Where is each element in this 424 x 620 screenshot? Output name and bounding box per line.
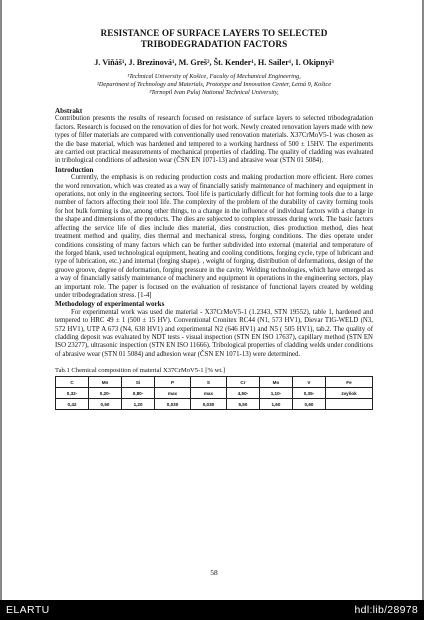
table-cell: 1,20: [122, 399, 155, 410]
table-cell: 0,50: [89, 399, 122, 410]
table-caption: Tab.1 Chemical composition of material X37CrMoV5-1 [% wt.]: [55, 367, 226, 375]
table-header-cell: Mn: [89, 377, 122, 388]
table-cell: 0,35-: [292, 388, 325, 399]
page-number: 58: [210, 568, 218, 577]
methodology-heading: Methodology of experimental works: [55, 300, 165, 309]
introduction-heading: Introduction: [55, 165, 94, 174]
table-header-cell: V: [292, 377, 325, 388]
table-cell: 0,80-: [122, 388, 155, 399]
affiliations: [55, 73, 373, 97]
affiliation-1: ¹Technical University of Košice, Faculty of Mechanical Engineering,: [127, 73, 301, 80]
introduction-text: Currently, the emphasis is on reducing production costs and making production more efficient. Here comes the word renovation, which was created as a way of financially satisfy maintenance of machinery and equipment in operations, not only in the engineering sectors. Tool life is particularly difficult for hot forming tools due to a large number of factors affecting their tool life. The complexity of the problem of the durability of cavity forming tools for hot bulk forming is due, among other things, to a change in the influence of individual factors with a change in the shape and dimensions of the products. The dies are subjected to complex stresses during work. The basic factors affecting the service life of dies include dies material, dies construction, dies production method, dies heat treatment method and quality, dies thermal and mechanical stress, forging conditions. The dies operate under conditions consisting of many factors which can be further subdivided into external (material and temperature of the forged blank, used technological equipment, heating and cooling conditions, forging cycle, type of lubricant and type of lubrication, etc.) and internal (forging shape). , weight of forging, distribution of deformations, design of the groove groove, degree of deformation, forging pressure in the cavity. Welding technologies, which have emerged as a way of financially satisfy maintenance of machinery and equipment in operations in the engineering sectors, play an important role. The paper is focused on the evaluation of resistance of functional layers created by welding under tribodegradation stress. [1-4]: [55, 174, 373, 299]
table-cell: 0,030: [155, 399, 191, 410]
table-cell: 0,32-: [56, 388, 89, 399]
methodology-text: For experimental work was used die material - X37CrMoV5-1 (1.2343, STN 19552), table 1, hardened and tempered to HRC 49 ± 1 (500 ± 15 HV). Conventional Cronitex RC44 (N1, 573 HV1), Dievar TIG-WELD (N3, 572 HV1), UTP A 673 (N4, 638 HV1) and experimental N2 (646 HV1) and N5 ( 505 HV1), tab.2. The quality of cladding deposit was evaluated by NDT tests - visual inspection (STN EN ISO 17637), capillary method (STN EN ISO 23277), ultrasonic inspection (STN EN ISO 11666). Tribological properties of cladding welds under conditions of abrasive wear (STN 01 5084) and adhesion wear (ČSN EN 1071-13) were determined.: [55, 308, 373, 358]
paper-title: [55, 28, 373, 50]
repository-footer-bar: [0, 600, 424, 620]
table-cell: 0,60: [292, 399, 325, 410]
paper-content: [55, 28, 373, 410]
table-cell: max: [190, 388, 226, 399]
table-cell: 0,42: [56, 399, 89, 410]
table-cell: 5,50: [226, 399, 259, 410]
chemical-composition-table: [55, 376, 373, 410]
table-row: [56, 388, 373, 399]
table-header-cell: Mo: [259, 377, 292, 388]
title-line-2: TRIBODEGRADATION FACTORS: [140, 39, 288, 49]
table-header-cell: Cr: [226, 377, 259, 388]
table-row: [56, 399, 373, 410]
repository-name: ELARTU: [6, 604, 50, 616]
table-header-cell: Fe: [325, 377, 372, 388]
affiliation-3: ³Ternopil Ivan Puluj National Technical University,: [149, 89, 279, 96]
table-cell: 0,030: [190, 399, 226, 410]
table-cell: 1,60: [259, 399, 292, 410]
authors: J. Viňáš¹, J. Brezinová¹, M. Greš², Št. Kender¹, H. Sailer¹, I. Okipnyi³: [94, 58, 334, 67]
table-cell: 1,10-: [259, 388, 292, 399]
affiliation-2: ²Department of Technology and Materials, Prototype and Innovation Center, Letná 9, Košice: [96, 81, 332, 88]
handle-identifier: hdl:lib/28978: [354, 604, 418, 616]
table-header-cell: C: [56, 377, 89, 388]
table-header-cell: P: [155, 377, 191, 388]
table-header-row: [56, 377, 373, 388]
table-cell: max: [155, 388, 191, 399]
table-header-cell: S: [190, 377, 226, 388]
abstract-text: Contribution presents the results of research focused on resistance of surface layers to selected tribodegradation factors. Research is focused on the renovation of dies for hot work. Newly created renovation layers made with new types of filler materials are compared with conventionally used renovation materials. X37CrMoV5-1 was chosen as the die base material, which was hardened and tempered to a working hardness of 500 ± 15HV. The experiments are carried out practical measurements of mechanical properties of cladding. The quality of cladding was evaluated in tribological conditions of adhesion wear (ČSN EN 1071-13) and abrasive wear (STN 01 5084).: [55, 115, 373, 165]
table-cell: 0,20-: [89, 388, 122, 399]
table-cell: [325, 399, 372, 410]
table-cell: 4,50-: [226, 388, 259, 399]
abstract-heading: Abstrakt: [55, 107, 83, 115]
table-cell: zvyšok: [325, 388, 372, 399]
title-line-1: RESISTANCE OF SURFACE LAYERS TO SELECTED: [100, 28, 328, 38]
table-header-cell: Si: [122, 377, 155, 388]
